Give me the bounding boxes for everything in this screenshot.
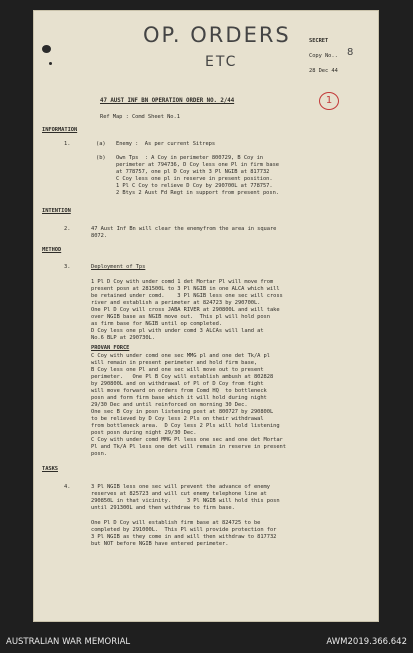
deployment-line: as firm base for NGIB until op completed.	[91, 321, 223, 327]
info-item-label: (a)	[96, 141, 106, 147]
provan-line: will move forward on orders from Comd HQ to bottleneck	[91, 388, 267, 394]
circled-number-text: 1	[325, 95, 333, 106]
paragraph-number: 4.	[64, 484, 71, 490]
section-heading-tasks: TASKS	[42, 466, 58, 472]
info-item-label: (b)	[96, 155, 106, 161]
provan-line: C Coy with under comd MMG Pl less one sec and one det Mortar	[91, 437, 283, 443]
ink-blot-mark	[42, 45, 51, 53]
section-heading-intention: INTENTION	[42, 208, 71, 214]
provan-line: posn.	[91, 451, 107, 457]
order-title: 47 AUST INF BN OPERATION ORDER NO. 2/44	[100, 98, 235, 104]
tasks-line: 3 Pl NGIB as they come in and will then withdraw to 817732	[91, 534, 277, 540]
provan-line: One sec B Coy in posn listening post at 800727 by 290800L	[91, 409, 274, 415]
info-own-troops-line: perimeter at 794736, D Coy less one Pl in firm base	[116, 162, 279, 168]
info-own-troops-line: Own Tps : A Coy in perimeter 800729, B Coy in	[116, 155, 263, 161]
section-heading-information: INFORMATION	[42, 127, 78, 133]
handwritten-subtitle: ETC	[205, 54, 238, 70]
provan-line: will remain in present perimeter and hold firm base,	[91, 360, 258, 366]
provan-line: post posn during night 29/30 Dec.	[91, 430, 197, 436]
info-enemy-text: Enemy : As per current Sitreps	[116, 141, 216, 147]
deployment-heading: Deployment of Tps	[91, 264, 146, 270]
tasks-line: reserves at 825723 and will cut enemy telephone line at	[91, 491, 267, 497]
reference-map: Ref Map : Comd Sheet No.1	[100, 114, 180, 120]
paragraph-number: 3.	[64, 264, 71, 270]
copy-number-value: 8	[347, 47, 354, 58]
deployment-line: D Coy less one pl with under comd 3 ALCAs will land at	[91, 328, 264, 334]
deployment-line: One Pl D Coy will cross JABA RIVER at 290800L and will take	[91, 307, 280, 313]
footer-accession-number: AWM2019.366.642	[326, 637, 407, 647]
provan-line: 29/30 Dec and until reinforced on morning 30 Dec.	[91, 402, 248, 408]
provan-line: to be relieved by D Coy less 2 Pls on their withdrawal	[91, 416, 264, 422]
deployment-line: No.6 BLP at 290730L.	[91, 335, 155, 341]
provan-force-heading: PROVAN FORCE	[91, 345, 130, 351]
deployment-line: 1 Pl D Coy with under comd 1 det Mortar Pl will move from	[91, 279, 274, 285]
tasks-line: until 291300L and then withdraw to firm base.	[91, 505, 235, 511]
provan-line: B Coy less one Pl and one sec will move out to present	[91, 367, 264, 373]
ink-blot-mark	[49, 62, 52, 65]
copy-number-label: Copy No..	[309, 53, 338, 59]
deployment-line: be retained under comd. 3 Pl NGIB less one sec will cross	[91, 293, 283, 299]
deployment-line: river and establish a perimeter at 824723 by 290700L.	[91, 300, 261, 306]
security-classification: SECRET	[309, 38, 329, 44]
provan-line: Pl and Tk/A Pl less one det will remain in reserve in present	[91, 444, 286, 450]
provan-line: C Coy with under comd one sec MMG pl and one det Tk/A pl	[91, 353, 270, 359]
intention-line: 47 Aust Inf Bn will clear the enemyfrom the area in square	[91, 226, 277, 232]
paragraph-number: 2.	[64, 226, 71, 232]
provan-line: from bottleneck area. D Coy less 2 Pls will hold listening	[91, 423, 280, 429]
info-own-troops-line: at 778757, one pl D Coy with 3 Pl NGIB at 817732	[116, 169, 270, 175]
info-own-troops-line: 1 Pl C Coy to relieve D Coy by 290700L at 778757.	[116, 183, 273, 189]
tasks-line: 290850L in that vicinity. 3 Pl NGIB will hold this posn	[91, 498, 280, 504]
circled-number	[319, 92, 339, 110]
info-own-troops-line: 2 Btys 2 Aust Fd Regt in support from present posn.	[116, 190, 279, 196]
provan-line: perimeter. One Pl B Coy will establish ambush at 802828	[91, 374, 274, 380]
tasks-line: completed by 291000L. This Pl will provide protection for	[91, 527, 277, 533]
deployment-line: present posn at 281500L to 3 Pl NGIB in one ALCA which will	[91, 286, 280, 292]
provan-line: posn and form firm base which it will hold during night	[91, 395, 267, 401]
footer-institution: AUSTRALIAN WAR MEMORIAL	[6, 637, 131, 647]
intention-line: 8072.	[91, 233, 107, 239]
tasks-line: but NOT before NGIB have entered perimeter.	[91, 541, 229, 547]
tasks-line: 3 Pl NGIB less one sec will prevent the advance of enemy	[91, 484, 270, 490]
deployment-line: over NGIB base as NGIB move out. This pl will hold posn	[91, 314, 270, 320]
provan-line: by 290800L and on withdrawal of Pl of D Coy from fight	[91, 381, 264, 387]
document-page	[33, 10, 379, 622]
paragraph-number: 1.	[64, 141, 71, 147]
order-date: 28 Dec 44	[309, 68, 338, 74]
info-own-troops-line: C Coy less one pl in reserve in present position.	[116, 176, 273, 182]
tasks-line: One Pl D Coy will establish firm base at 824725 to be	[91, 520, 261, 526]
section-heading-method: METHOD	[42, 247, 62, 253]
handwritten-title: OP. ORDERS	[143, 23, 291, 47]
